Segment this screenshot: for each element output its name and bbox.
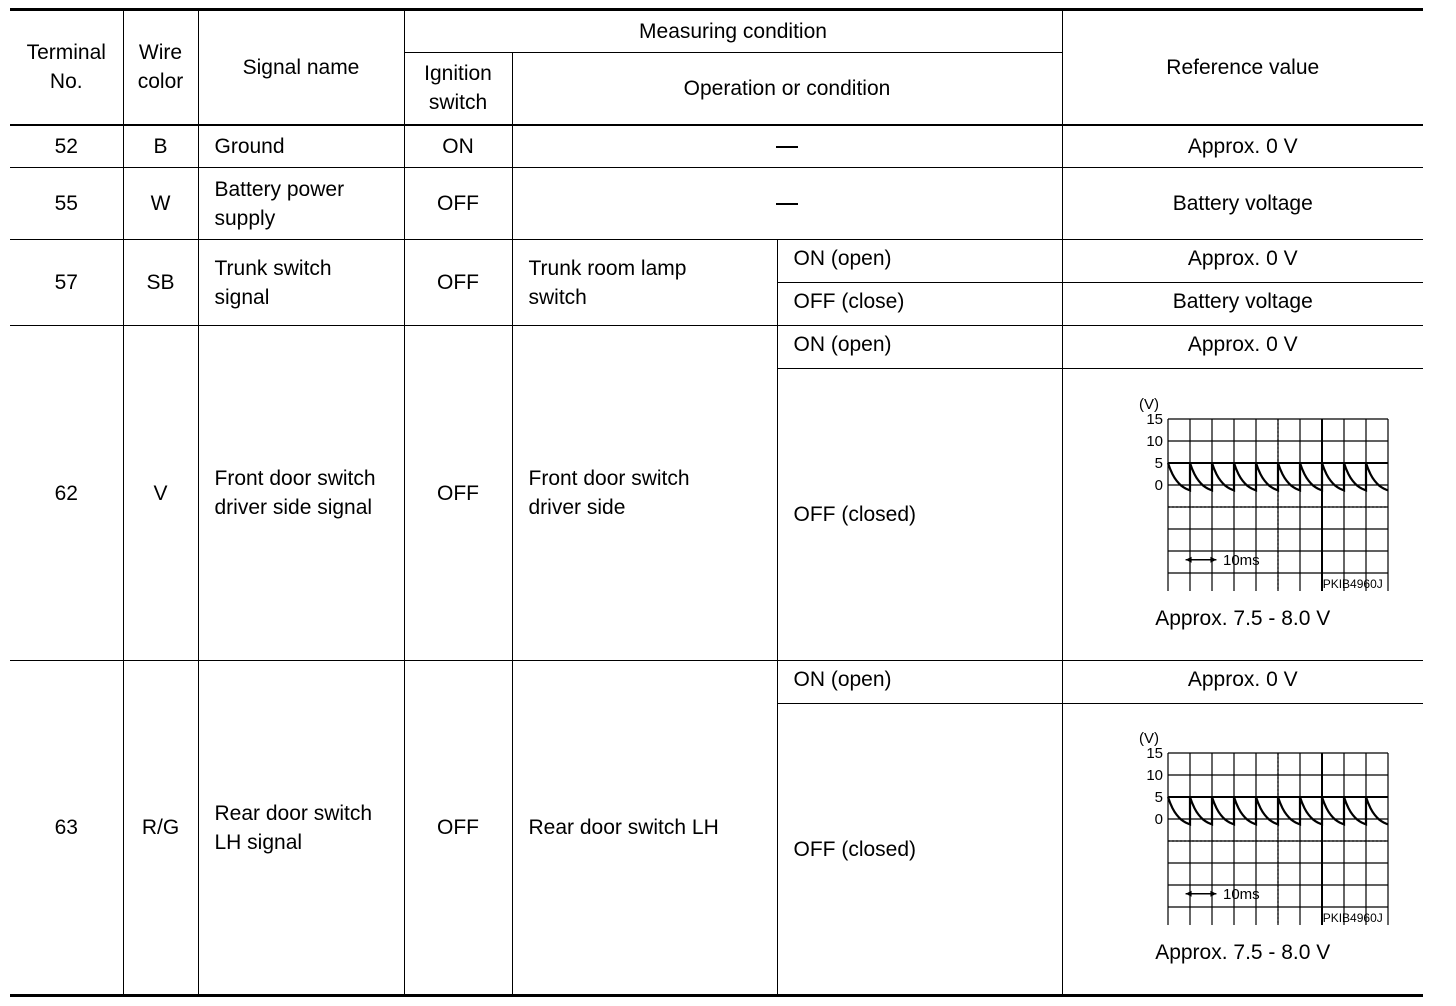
operation-cell: Trunk room lamp switch [512,240,777,326]
reference-cell: Approx. 0 V [1062,661,1423,704]
time-marker-arrow [1185,556,1191,562]
ignition-cell: OFF [404,326,512,661]
header-ignition-switch: Ignition switch [404,53,512,125]
condition-state-cell: OFF (closed) [777,704,1062,996]
dash-mark [776,203,798,205]
operation-cell: Rear door switch LH [512,661,777,996]
header-reference-value: Reference value [1062,10,1423,125]
y-tick-label: 5 [1154,454,1163,472]
oscilloscope-graph [1093,391,1393,591]
reference-cell: Battery voltage [1062,168,1423,240]
condition-state-cell: ON (open) [777,240,1062,283]
header-operation-or-condition: Operation or condition [512,53,1062,125]
y-tick-label: 0 [1154,811,1163,828]
terminal-cell: 63 [10,661,123,996]
wire-color-cell: R/G [123,661,198,996]
wire-color-cell: V [123,326,198,661]
terminal-cell: 57 [10,240,123,326]
waveform-caption: Approx. 7.5 - 8.0 V [1155,606,1331,630]
oscilloscope-figure [1093,391,1393,639]
wire-color-cell: W [123,168,198,240]
signal-name-cell: Ground [198,125,404,168]
table-row [10,125,1423,168]
condition-dash [512,168,1062,240]
waveform-line [1168,463,1388,490]
y-tick-label: 10 [1146,767,1163,784]
table-row [10,326,1423,369]
waveform-line [1168,797,1388,824]
time-division-label: 10ms [1222,551,1260,569]
table-row [10,168,1423,240]
wire-color-cell: B [123,125,198,168]
condition-dash [512,125,1062,168]
waveform-cell [1062,369,1423,661]
condition-state-cell: ON (open) [777,326,1062,369]
y-tick-label: 0 [1154,476,1163,494]
reference-cell: Battery voltage [1062,283,1423,326]
dash-mark [776,146,798,148]
condition-state-cell: OFF (close) [777,283,1062,326]
figure-code: PKIB4960J [1322,911,1383,925]
figure-code: PKIB4960J [1322,576,1383,591]
terminal-reference-table [10,8,1423,997]
terminal-cell: 62 [10,326,123,661]
ignition-cell: OFF [404,168,512,240]
signal-name-cell: Battery power supply [198,168,404,240]
header-measuring-condition: Measuring condition [404,10,1062,53]
operation-cell: Front door switch driver side [512,326,777,661]
y-tick-label: 15 [1146,745,1163,762]
signal-name-cell: Trunk switch signal [198,240,404,326]
signal-name-cell: Front door switch driver side signal [198,326,404,661]
reference-cell: Approx. 0 V [1062,240,1423,283]
header-wire-color: Wire color [123,10,198,125]
table-row [10,661,1423,704]
signal-name-cell: Rear door switch LH signal [198,661,404,996]
wire-color-cell: SB [123,240,198,326]
y-axis-unit: (V) [1138,730,1159,747]
condition-state-cell: ON (open) [777,661,1062,704]
y-tick-label: 10 [1146,432,1163,450]
oscilloscope-figure [1093,725,1393,973]
y-axis-unit: (V) [1138,395,1159,413]
table-row [10,240,1423,283]
oscilloscope-graph [1093,725,1393,925]
header-terminal-no: Terminal No. [10,10,123,125]
ignition-cell: OFF [404,661,512,996]
time-division-label: 10ms [1222,885,1260,903]
y-tick-label: 5 [1154,789,1163,806]
waveform-cell [1062,704,1423,996]
time-marker-arrow [1210,556,1216,562]
condition-state-cell: OFF (closed) [777,369,1062,661]
time-marker-arrow [1210,891,1216,897]
ignition-cell: ON [404,125,512,168]
ignition-cell: OFF [404,240,512,326]
waveform-caption: Approx. 7.5 - 8.0 V [1155,941,1331,964]
reference-cell: Approx. 0 V [1062,326,1423,369]
time-marker-arrow [1185,891,1191,897]
terminal-cell: 52 [10,125,123,168]
y-tick-label: 15 [1146,410,1163,428]
header-signal-name: Signal name [198,10,404,125]
reference-cell: Approx. 0 V [1062,125,1423,168]
terminal-cell: 55 [10,168,123,240]
